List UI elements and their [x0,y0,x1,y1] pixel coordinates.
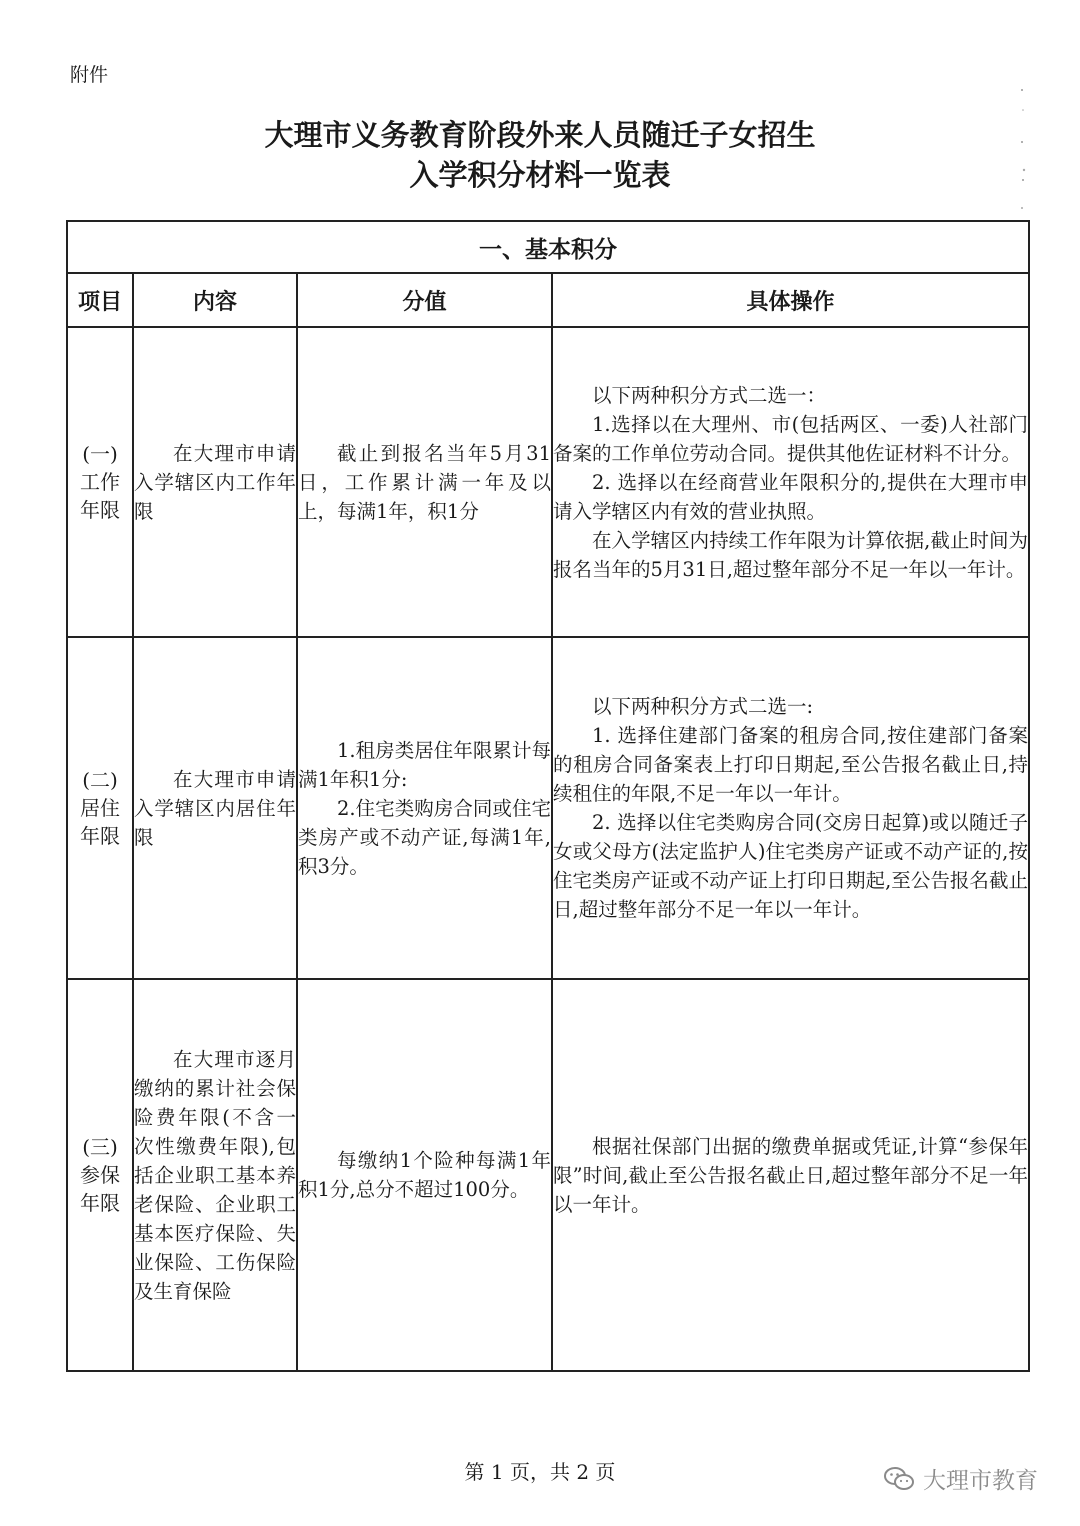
row-item-cell [67,637,133,979]
row-value-text: 1.租房类居住年限累计每满1年积1分: [298,738,551,791]
page-number: 第 1 页，共 2 页 [464,1460,616,1484]
row-content-cell [133,637,297,979]
column-header-item: 项目 [67,273,133,327]
row-value-text: 每缴纳1个险种每满1年积1分,总分不超过100分。 [298,1149,551,1201]
table-row-work-years [67,327,1029,637]
row-value-cell [297,637,552,979]
operation-paragraph: 2. 选择以在经商营业年限积分的,提供在大理市申请入学辖区内有效的营业执照。 [553,470,1028,523]
operation-paragraph: 2. 选择以住宅类购房合同(交房日起算)或以随迁子女或父母方(法定监护人)住宅类房产证或不动产证的,按住宅类房产证或不动产证上打印日期起,至公告报名截止日,超过整年部分不足一年以一年计。 [553,811,1028,921]
row-content-cell [133,327,297,637]
row-value-text: 截止到报名当年5月31日，工作累计满一年及以上，每满1年，积1分 [298,441,551,523]
row-operation-cell [552,979,1029,1371]
column-header-value: 分值 [297,273,552,327]
row-item-number: (二) [82,768,118,792]
operation-paragraph: 以下两种积分方式二选一: [592,695,814,718]
operation-paragraph: 根据社保部门出据的缴费单据或凭证,计算“参保年限”时间,截止至公告报名截止日,超过整年部分不足一年以一年计。 [553,1134,1028,1216]
table-row-residence-years [67,637,1029,979]
wechat-watermark [883,1462,1038,1495]
row-item-number: (一) [82,442,118,466]
row-item-label: 居住 [80,796,120,820]
row-item-label: 年限 [80,1191,120,1215]
row-operation-cell [552,637,1029,979]
row-item-cell [67,327,133,637]
row-value-cell [297,979,552,1371]
attachment-label: 附件 [70,64,109,86]
table-row-insurance-years [67,979,1029,1371]
row-content-text: 在大理市申请入学辖区内居住年限 [134,767,296,849]
row-content-text: 在大理市逐月缴纳的累计社会保险费年限(不含一次性缴费年限),包括企业职工基本养老保险、企业职工基本医疗保险、失业保险、工伤保险及生育保险 [134,1047,296,1303]
document-title-line1: 大理市义务教育阶段外来人员随迁子女招生 [264,118,816,152]
row-content-text: 在大理市申请入学辖区内工作年限 [134,441,296,523]
points-table [66,220,1030,1372]
operation-paragraph: 在入学辖区内持续工作年限为计算依据,截止时间为报名当年的5月31日,超过整年部分不足一年以一年计。 [553,528,1028,581]
watermark-text: 大理市教育 [923,1468,1038,1494]
row-item-label: 工作 [80,470,120,494]
section-title: 一、基本积分 [67,221,1029,273]
row-item-number: (三) [82,1135,118,1159]
row-content-cell [133,979,297,1371]
column-header-content: 内容 [133,273,297,327]
row-value-text: 2.住宅类购房合同或住宅类房产或不动产证,每满1年,积3分。 [298,796,551,878]
row-value-cell [297,327,552,637]
row-item-label: 年限 [80,824,120,848]
column-header-operation: 具体操作 [552,273,1029,327]
operation-paragraph: 以下两种积分方式二选一： [592,383,827,407]
wechat-icon [883,1466,915,1492]
row-item-label: 年限 [80,498,120,522]
row-item-cell [67,979,133,1371]
operation-paragraph: 1.选择以在大理州、市(包括两区、一委)人社部门备案的工作单位劳动合同。提供其他佐证材料不计分。 [553,412,1028,465]
row-item-label: 参保 [80,1163,120,1187]
operation-paragraph: 1. 选择住建部门备案的租房合同,按住建部门备案的租房合同备案表上打印日期起,至公告报名截止日,持续租住的年限,不足一年以一年计。 [553,724,1028,805]
document-title-line2: 入学积分材料一览表 [409,158,671,192]
row-operation-cell [552,327,1029,637]
